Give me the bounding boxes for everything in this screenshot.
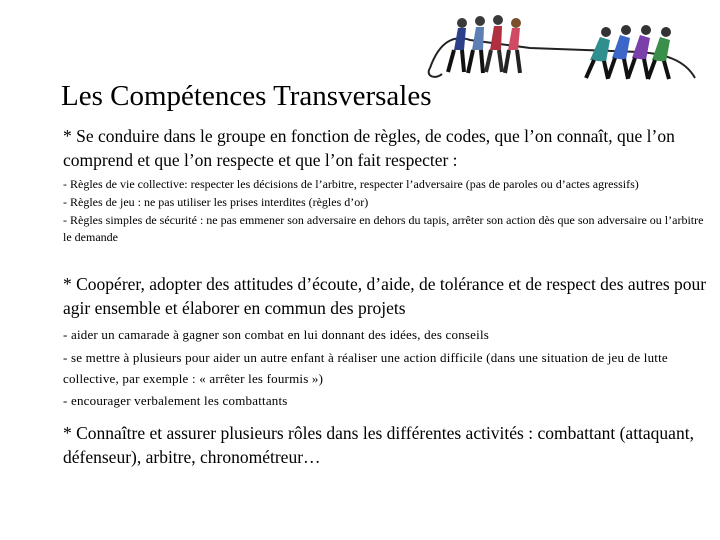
list-item: - aider un camarade à gagner son combat en lui donnant des idées, des conseils	[63, 327, 490, 342]
list-item: - Règles de vie collective: respecter les décisions de l’arbitre, respecter l’adversaire (pas de paroles ou d’actes agressifs)	[63, 177, 639, 191]
list-item: - Règles simples de sécurité : ne pas emmener son adversaire en dehors du tapis, arrêter son action dès que son adversaire ou l’arbitre le demande	[63, 213, 704, 244]
page-title: Les Compétences Transversales	[61, 80, 432, 112]
section-heading: * Connaître et assurer plusieurs rôles dans les différentes activités : combattant (attaquant, défenseur), arbitre, chronométreur…	[63, 423, 694, 467]
list-item: - se mettre à plusieurs pour aider un autre enfant à réaliser une action difficile (dans une situation de jeu de lutte collective, par exemple : « arrêter les fourmis »)	[63, 349, 668, 386]
tug-of-war-icon	[410, 10, 710, 85]
list-item: - encourager verbalement les combattants	[63, 393, 288, 408]
section-items	[63, 324, 708, 413]
list-item: - Règles de jeu : ne pas utiliser les prises interdites (règles d’or)	[63, 195, 369, 209]
section-heading: * Se conduire dans le groupe en fonction de règles, de codes, que l’on connaît, que l’on comprend et que l’on respecte et que l’on fait respecter :	[63, 126, 675, 170]
section-heading: * Coopérer, adopter des attitudes d’écoute, d’aide, de tolérance et de respect des autres pour agir ensemble et élaborer en commun des projets	[63, 274, 707, 318]
section-items	[63, 176, 708, 247]
